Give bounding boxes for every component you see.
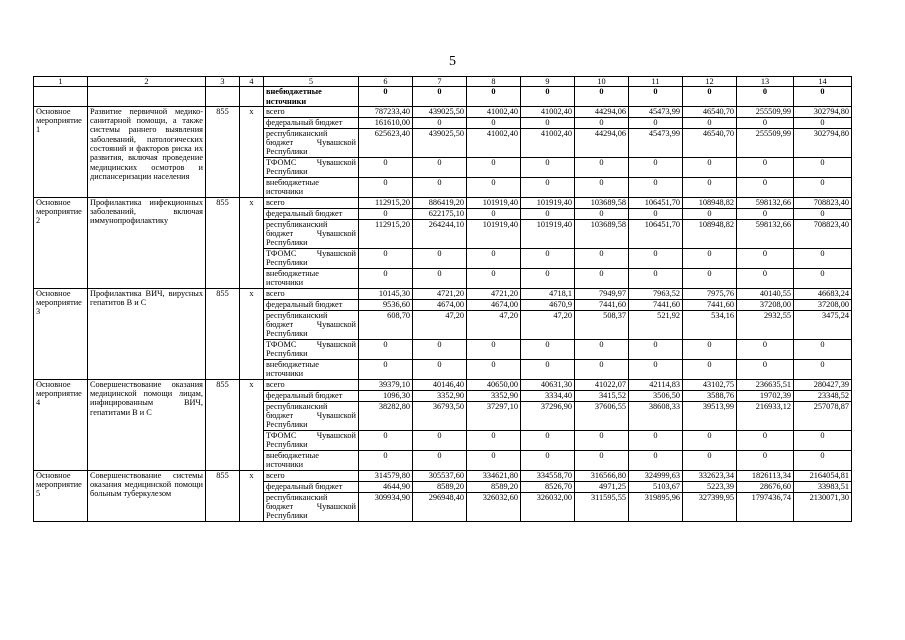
table-cell-value: 10145,30 [359, 288, 413, 299]
funding-source: федеральный бюджет [264, 208, 359, 219]
funding-source: федеральный бюджет [264, 299, 359, 310]
table-cell-value: 534,16 [683, 310, 737, 339]
table-cell-value: 103689,58 [575, 219, 629, 248]
funding-source: республиканский бюджет Чувашской Республики [264, 128, 359, 157]
table-cell-value: 47,20 [413, 310, 467, 339]
table-cell-value: 0 [575, 430, 629, 450]
table-cell-value: 4670,9 [521, 299, 575, 310]
table-cell-value: 0 [737, 430, 794, 450]
funding-source: всего [264, 470, 359, 481]
table-cell-value: 0 [521, 430, 575, 450]
table-cell-value: 0 [413, 157, 467, 177]
table-cell-value: 23348,52 [794, 390, 852, 401]
table-cell-value: 0 [521, 248, 575, 268]
budget-code: 855 [206, 470, 240, 521]
table-row [34, 106, 852, 117]
table-cell-value: 0 [629, 87, 683, 107]
funding-source: ТФОМС Чувашской Республики [264, 339, 359, 359]
table-cell-value: 0 [467, 157, 521, 177]
table-cell-value: 0 [575, 248, 629, 268]
table-cell-value: 2130071,30 [794, 492, 852, 521]
table-cell-value: 316566,80 [575, 470, 629, 481]
table-cell-value: 0 [575, 339, 629, 359]
table-cell-value: 0 [413, 117, 467, 128]
x-mark: х [240, 288, 264, 379]
table-cell-value: 0 [575, 87, 629, 107]
table-cell-value: 2164054,81 [794, 470, 852, 481]
table-cell-value: 0 [413, 268, 467, 288]
table-cell-value: 5223,39 [683, 481, 737, 492]
table-cell-value: 0 [359, 208, 413, 219]
table-cell-value: 598132,66 [737, 197, 794, 208]
table-cell-value: 7949,97 [575, 288, 629, 299]
table-cell-value: 37606,55 [575, 401, 629, 430]
table-cell-value: 0 [629, 430, 683, 450]
funding-source: всего [264, 197, 359, 208]
table-cell-value: 19702,39 [737, 390, 794, 401]
table-cell-value: 0 [737, 157, 794, 177]
table-cell-value: 0 [521, 177, 575, 197]
table-cell-value: 101919,40 [521, 219, 575, 248]
table-cell-value: 0 [683, 157, 737, 177]
table-cell-value: 0 [683, 177, 737, 197]
table-cell-value: 0 [521, 450, 575, 470]
table-cell-value: 0 [737, 87, 794, 107]
table-cell-value: 334621,80 [467, 470, 521, 481]
table-cell-value: 3506,50 [629, 390, 683, 401]
table-cell-value: 0 [467, 177, 521, 197]
table-cell-value: 0 [359, 177, 413, 197]
funding-source: внебюджетные источники [264, 177, 359, 197]
table-cell-value: 1797436,74 [737, 492, 794, 521]
event-description: Профилактика ВИЧ, вирусных гепатитов В и С [88, 288, 206, 379]
table-cell-value: 0 [467, 450, 521, 470]
table-cell-value: 0 [521, 359, 575, 379]
table-cell-value: 0 [521, 87, 575, 107]
table-cell-value: 0 [737, 450, 794, 470]
table-cell-value: 0 [737, 339, 794, 359]
column-number-header: 5 [264, 77, 359, 87]
table-cell-value: 332623,34 [683, 470, 737, 481]
table-cell-value: 3334,40 [521, 390, 575, 401]
funding-source: всего [264, 288, 359, 299]
table-cell-value: 0 [359, 248, 413, 268]
table-cell-empty [34, 87, 88, 107]
table-cell-value: 314579,80 [359, 470, 413, 481]
column-number-header: 7 [413, 77, 467, 87]
column-number-header: 11 [629, 77, 683, 87]
funding-source: всего [264, 106, 359, 117]
table-cell-value: 0 [467, 87, 521, 107]
table-cell-value: 0 [737, 268, 794, 288]
table-cell-value: 0 [683, 268, 737, 288]
table-cell-value: 0 [683, 339, 737, 359]
table-cell-value: 46540,70 [683, 128, 737, 157]
table-cell-value: 0 [737, 117, 794, 128]
table-cell-value: 33983,51 [794, 481, 852, 492]
funding-source: ТФОМС Чувашской Республики [264, 430, 359, 450]
table-cell-value: 0 [521, 208, 575, 219]
table-cell-value: 0 [683, 117, 737, 128]
table-cell-value: 38608,33 [629, 401, 683, 430]
funding-source: республиканский бюджет Чувашской Республики [264, 219, 359, 248]
table-cell-value: 4674,00 [413, 299, 467, 310]
table-cell-value: 4674,00 [467, 299, 521, 310]
table-cell-value: 0 [794, 208, 852, 219]
table-cell-value: 0 [629, 359, 683, 379]
table-cell-value: 886419,20 [413, 197, 467, 208]
column-number-header: 8 [467, 77, 521, 87]
table-cell-value: 0 [467, 430, 521, 450]
table-cell-value: 521,92 [629, 310, 683, 339]
table-cell-value: 40631,30 [521, 379, 575, 390]
table-cell-value: 324999,63 [629, 470, 683, 481]
table-cell-value: 0 [737, 248, 794, 268]
table-cell-value: 44294,06 [575, 128, 629, 157]
table-cell-value: 2932,55 [737, 310, 794, 339]
table-cell-value: 0 [467, 248, 521, 268]
table-cell-value: 46540,70 [683, 106, 737, 117]
table-cell-value: 47,20 [467, 310, 521, 339]
table-cell-value: 236635,51 [737, 379, 794, 390]
table-cell-value: 625623,40 [359, 128, 413, 157]
table-cell-value: 3352,90 [413, 390, 467, 401]
table-cell-value: 47,20 [521, 310, 575, 339]
column-number-header: 6 [359, 77, 413, 87]
table-cell-value: 0 [737, 208, 794, 219]
table-cell-value: 0 [794, 177, 852, 197]
table-cell-value: 0 [629, 268, 683, 288]
table-cell-value: 309934,90 [359, 492, 413, 521]
table-cell-value: 0 [629, 339, 683, 359]
table-cell-value: 43102,75 [683, 379, 737, 390]
table-row [34, 470, 852, 481]
table-cell-value: 255509,99 [737, 128, 794, 157]
table-cell-value: 9536,60 [359, 299, 413, 310]
table-cell-value: 311595,55 [575, 492, 629, 521]
table-cell-value: 4718,1 [521, 288, 575, 299]
table-cell-value: 0 [794, 430, 852, 450]
table-cell-value: 0 [575, 359, 629, 379]
table-cell-value: 0 [629, 248, 683, 268]
table-cell-value: 41022,07 [575, 379, 629, 390]
table-cell-value: 255509,99 [737, 106, 794, 117]
column-number-header: 2 [88, 77, 206, 87]
table-cell-value: 327399,95 [683, 492, 737, 521]
table-cell-value: 108948,82 [683, 197, 737, 208]
funding-source: республиканский бюджет Чувашской Республики [264, 310, 359, 339]
table-cell-value: 4721,20 [467, 288, 521, 299]
table-cell-value: 7963,52 [629, 288, 683, 299]
table-cell-value: 0 [794, 359, 852, 379]
table-cell-empty [240, 87, 264, 107]
x-mark: х [240, 106, 264, 197]
table-cell-value: 0 [359, 268, 413, 288]
table-cell-value: 112915,20 [359, 197, 413, 208]
table-cell-value: 39513,99 [683, 401, 737, 430]
table-cell-value: 0 [413, 87, 467, 107]
table-cell-value: 1826113,34 [737, 470, 794, 481]
column-number-header: 1 [34, 77, 88, 87]
table-cell-value: 7441,60 [683, 299, 737, 310]
table-cell-value: 0 [683, 450, 737, 470]
funding-source: федеральный бюджет [264, 117, 359, 128]
table-cell-value: 37208,00 [794, 299, 852, 310]
table-cell-value: 44294,06 [575, 106, 629, 117]
table-cell-value: 264244,10 [413, 219, 467, 248]
x-mark: х [240, 379, 264, 470]
event-description: Совершенствование системы оказания медицинской помощи больным туберкулезом [88, 470, 206, 521]
table-cell-value: 106451,70 [629, 219, 683, 248]
table-cell-value: 108948,82 [683, 219, 737, 248]
funding-source: внебюджетные источники [264, 87, 359, 107]
table-row [34, 379, 852, 390]
table-cell-value: 0 [629, 450, 683, 470]
funding-source: республиканский бюджет Чувашской Республики [264, 492, 359, 521]
table-cell-value: 0 [575, 117, 629, 128]
table-cell-value: 0 [794, 117, 852, 128]
event-description: Развитие первичной медико-санитарной помощи, а также системы раннего выявления заболеваний, патологических состояний и факторов риска их развития, включая проведение медицинских осмотров и диспансеризации населения [88, 106, 206, 197]
column-number-header: 12 [683, 77, 737, 87]
table-cell-value: 0 [359, 339, 413, 359]
table-cell-value: 508,37 [575, 310, 629, 339]
header-row [34, 77, 852, 87]
column-number-header: 9 [521, 77, 575, 87]
table-cell-value: 4971,25 [575, 481, 629, 492]
table-cell-value: 0 [683, 430, 737, 450]
funding-source: ТФОМС Чувашской Республики [264, 157, 359, 177]
table-cell-value: 0 [737, 359, 794, 379]
table-cell-value: 0 [794, 268, 852, 288]
table-cell-value: 36793,50 [413, 401, 467, 430]
table-cell-value: 106451,70 [629, 197, 683, 208]
table-cell-value: 8526,70 [521, 481, 575, 492]
table-cell-value: 8589,20 [467, 481, 521, 492]
table-cell-value: 0 [359, 450, 413, 470]
table-cell-value: 0 [413, 359, 467, 379]
table-cell-value: 0 [575, 157, 629, 177]
funding-source: внебюджетные источники [264, 359, 359, 379]
table-cell-value: 0 [629, 208, 683, 219]
table-cell-value: 41002,40 [467, 128, 521, 157]
table-cell-value: 0 [413, 430, 467, 450]
funding-source: федеральный бюджет [264, 481, 359, 492]
table-cell-value: 0 [575, 208, 629, 219]
budget-code: 855 [206, 379, 240, 470]
table-row [34, 87, 852, 107]
event-description: Совершенствование оказания медицинской помощи лицам, инфицированным ВИЧ, гепатитами В и С [88, 379, 206, 470]
table-cell-value: 40140,55 [737, 288, 794, 299]
table-cell-value: 45473,99 [629, 106, 683, 117]
table-cell-empty [206, 87, 240, 107]
table-cell-value: 0 [575, 268, 629, 288]
table-cell-value: 0 [413, 339, 467, 359]
table-cell-value: 257078,87 [794, 401, 852, 430]
table-cell-value: 622175,10 [413, 208, 467, 219]
table-cell-value: 101919,40 [467, 197, 521, 208]
table-cell-value: 0 [575, 450, 629, 470]
funding-source: внебюджетные источники [264, 268, 359, 288]
table-cell-value: 296948,40 [413, 492, 467, 521]
budget-code: 855 [206, 288, 240, 379]
table-cell-value: 608,70 [359, 310, 413, 339]
table-cell-value: 37296,90 [521, 401, 575, 430]
budget-code: 855 [206, 197, 240, 288]
table-cell-value: 0 [683, 359, 737, 379]
table-cell-value: 101919,40 [521, 197, 575, 208]
table-cell-value: 326032,00 [521, 492, 575, 521]
table-cell-value: 1096,30 [359, 390, 413, 401]
table-cell-value: 0 [359, 359, 413, 379]
table-cell-value: 7441,60 [575, 299, 629, 310]
table-cell-value: 0 [413, 450, 467, 470]
table-cell-value: 0 [794, 248, 852, 268]
table-cell-value: 37208,00 [737, 299, 794, 310]
table-cell-value: 112915,20 [359, 219, 413, 248]
table-cell-value: 708823,40 [794, 197, 852, 208]
column-number-header: 14 [794, 77, 852, 87]
funding-source: всего [264, 379, 359, 390]
table-cell-value: 0 [521, 157, 575, 177]
event-name: Основное мероприятие 5 [34, 470, 88, 521]
table-cell-value: 5103,67 [629, 481, 683, 492]
table-cell-value: 3588,76 [683, 390, 737, 401]
table-cell-value: 28676,60 [737, 481, 794, 492]
table-row [34, 197, 852, 208]
table-cell-value: 0 [467, 208, 521, 219]
table-cell-value: 38282,80 [359, 401, 413, 430]
table-cell-value: 41002,40 [467, 106, 521, 117]
table-cell-value: 0 [629, 157, 683, 177]
table-cell-value: 0 [413, 248, 467, 268]
funding-source: федеральный бюджет [264, 390, 359, 401]
table-cell-value: 3475,24 [794, 310, 852, 339]
table-cell-value: 42114,83 [629, 379, 683, 390]
table-cell-value: 0 [467, 359, 521, 379]
table-cell-value: 0 [521, 339, 575, 359]
funding-source: республиканский бюджет Чувашской Республики [264, 401, 359, 430]
page-number: 5 [449, 54, 456, 69]
table-cell-value: 0 [359, 430, 413, 450]
table-cell-value: 8589,20 [413, 481, 467, 492]
table-cell-value: 216933,12 [737, 401, 794, 430]
column-number-header: 13 [737, 77, 794, 87]
table-cell-value: 40650,00 [467, 379, 521, 390]
table-cell-value: 46683,24 [794, 288, 852, 299]
table-cell-value: 0 [629, 177, 683, 197]
event-name: Основное мероприятие 3 [34, 288, 88, 379]
table-cell-value: 598132,66 [737, 219, 794, 248]
table-cell-value: 319895,96 [629, 492, 683, 521]
table-cell-value: 45473,99 [629, 128, 683, 157]
table-cell-value: 4644,90 [359, 481, 413, 492]
event-name: Основное мероприятие 2 [34, 197, 88, 288]
funding-source: ТФОМС Чувашской Республики [264, 248, 359, 268]
table-cell-value: 4721,20 [413, 288, 467, 299]
table-cell-value: 0 [359, 87, 413, 107]
table-cell-value: 0 [467, 268, 521, 288]
table-cell-value: 41002,40 [521, 106, 575, 117]
table-cell-value: 0 [575, 177, 629, 197]
table-cell-value: 0 [794, 157, 852, 177]
table-cell-value: 40146,40 [413, 379, 467, 390]
table-cell-value: 7975,76 [683, 288, 737, 299]
table-cell-value: 0 [737, 177, 794, 197]
table-cell-value: 0 [794, 450, 852, 470]
x-mark: х [240, 470, 264, 521]
table-cell-value: 0 [467, 117, 521, 128]
budget-table [33, 76, 852, 522]
table-cell-value: 439025,50 [413, 128, 467, 157]
table-cell-value: 0 [467, 339, 521, 359]
table-cell-value: 0 [413, 177, 467, 197]
column-number-header: 3 [206, 77, 240, 87]
budget-code: 855 [206, 106, 240, 197]
column-number-header: 10 [575, 77, 629, 87]
table-cell-value: 0 [521, 117, 575, 128]
table-cell-value: 0 [521, 268, 575, 288]
table-cell-value: 334558,70 [521, 470, 575, 481]
table-cell-value: 326032,60 [467, 492, 521, 521]
column-number-header: 4 [240, 77, 264, 87]
table-cell-empty [88, 87, 206, 107]
table-cell-value: 161610,00 [359, 117, 413, 128]
table-cell-value: 0 [794, 339, 852, 359]
table-cell-value: 0 [683, 208, 737, 219]
table-cell-value: 439025,50 [413, 106, 467, 117]
table-cell-value: 0 [359, 157, 413, 177]
table-row [34, 288, 852, 299]
table-cell-value: 0 [683, 87, 737, 107]
table-cell-value: 3352,90 [467, 390, 521, 401]
event-name: Основное мероприятие 1 [34, 106, 88, 197]
table-cell-value: 41002,40 [521, 128, 575, 157]
table-cell-value: 0 [683, 248, 737, 268]
table-cell-value: 305537,60 [413, 470, 467, 481]
funding-source: внебюджетные источники [264, 450, 359, 470]
event-name: Основное мероприятие 4 [34, 379, 88, 470]
table-cell-value: 302794,80 [794, 128, 852, 157]
table-cell-value: 708823,40 [794, 219, 852, 248]
table-cell-value: 103689,58 [575, 197, 629, 208]
table-cell-value: 0 [794, 87, 852, 107]
table-cell-value: 787233,40 [359, 106, 413, 117]
table-cell-value: 37297,10 [467, 401, 521, 430]
table-cell-value: 0 [629, 117, 683, 128]
table-cell-value: 101919,40 [467, 219, 521, 248]
event-description: Профилактика инфекционных заболеваний, включая иммунопрофилактику [88, 197, 206, 288]
table-cell-value: 39379,10 [359, 379, 413, 390]
table-cell-value: 302794,80 [794, 106, 852, 117]
table-cell-value: 7441,60 [629, 299, 683, 310]
table-cell-value: 280427,39 [794, 379, 852, 390]
x-mark: х [240, 197, 264, 288]
table-cell-value: 3415,52 [575, 390, 629, 401]
